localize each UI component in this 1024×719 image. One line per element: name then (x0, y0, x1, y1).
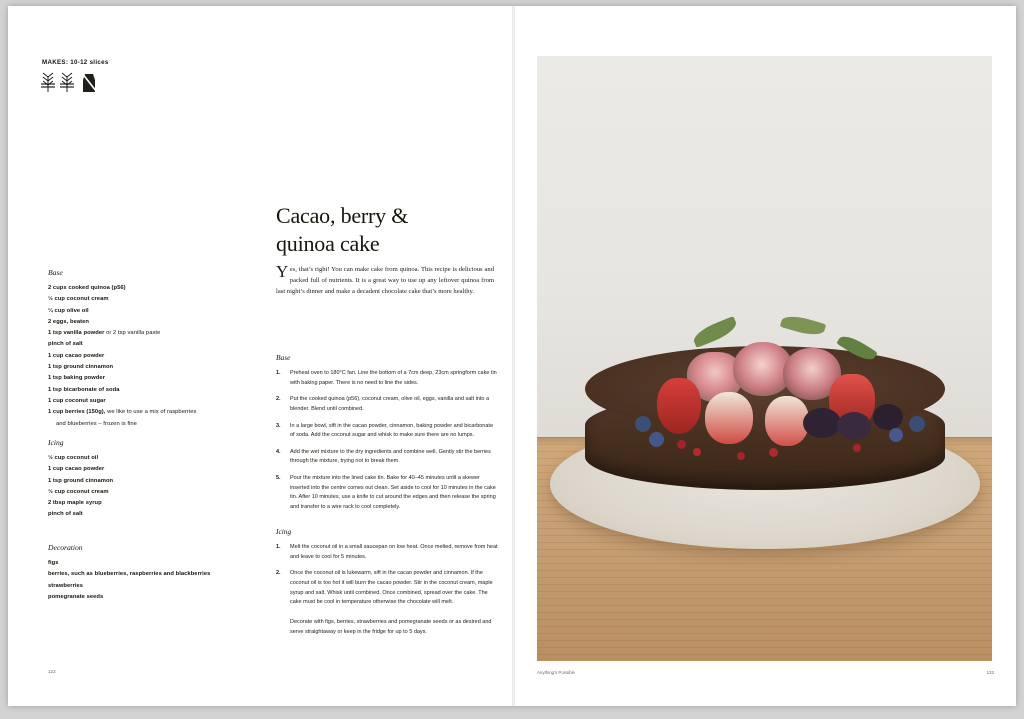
ingredients-decoration-heading: Decoration (48, 543, 83, 552)
list-item: pinch of salt (48, 511, 83, 518)
method-icing-steps (276, 543, 498, 615)
list-item: 2 tbsp maple syrup (48, 500, 102, 507)
list-item: strawberries (48, 582, 84, 589)
makes-label: MAKES: 10-12 slices (42, 59, 109, 66)
list-item: 2 cups cooked quinoa (p56) (48, 285, 126, 291)
recipe-intro (276, 264, 494, 297)
folio-right: 123 (986, 670, 994, 675)
list-item: 1 tsp vanilla powder or 2 tsp vanilla paste (48, 330, 161, 337)
recipe-title-line-1: Cacao, berry & (276, 203, 409, 228)
intro-text: es, that’s right! You can make cake from quinoa. This recipe is delicious and packed full of nutrients. It is a great way to use up any leftover quinoa from last night’s dinner and make a decadent chocolate cake that’s more healthy. (276, 266, 494, 296)
recipe-title-line-2: quinoa cake (276, 231, 380, 257)
list-item: 1 cup cacao powder (48, 352, 105, 359)
wheat-free-icon (39, 68, 109, 94)
list-item: 1 tsp bicarbonate of soda (48, 386, 120, 393)
list-item: ½ cup coconut oil (48, 455, 99, 461)
ingredients-icing (48, 438, 248, 521)
closing-note: Decorate with figs, berries, strawberries and pomegranate seeds or as desired and serve straightaway or keep in the fridge for up to 5 days. (290, 619, 492, 635)
ingredients-decoration (48, 543, 248, 603)
dietary-icons (39, 68, 109, 94)
ingredients-icing-heading: Icing (48, 438, 64, 447)
list-item: 1 cup berries (150g), we like to use a mix of raspberries (48, 409, 197, 416)
ingredients-decoration-list (48, 558, 248, 603)
ingredients-base (48, 268, 248, 430)
folio-left: 122 (48, 669, 56, 674)
list-item: pinch of salt (48, 341, 83, 348)
list-item: 1. Melt the coconut oil in a small saucepan on low heat. Once melted, remove from heat and leave to cool for 5 minutes. (276, 544, 498, 560)
list-item: 2 eggs, beaten (48, 318, 89, 325)
list-item: 1 cup cacao powder (48, 466, 105, 473)
list-item: 2. Put the cooked quinoa (p56), coconut cream, olive oil, eggs, vanilla and salt into a blender. Blend until combined. (276, 396, 490, 412)
intro-dropcap: Y (276, 262, 289, 281)
method-base-steps (276, 369, 498, 520)
list-item: 1 cup coconut sugar (48, 397, 106, 404)
list-item: pomegranate seeds (48, 593, 104, 600)
photo-caption: Anything’s Possible (537, 670, 575, 675)
list-item: 1 tsp ground cinnamon (48, 364, 114, 371)
method-icing-heading: Icing (276, 527, 292, 536)
method-base-heading: Base (276, 353, 291, 362)
list-item: 5. Pour the mixture into the lined cake tin. Bake for 40–45 minutes until a skewer inserted into the centre comes out clean. Set aside to cool for 10 minutes in the cake tin. After 10 minutes, use a knife to cut around the edges and then release the spring and transfer to a wire rack to cool completely. (276, 475, 496, 510)
list-item: 1 tsp baking powder (48, 375, 105, 382)
list-item: figs (48, 560, 59, 566)
list-item: 4. Add the wet mixture to the dry ingredients and combine well. Gently stir the berries through the mixture, trying not to break them. (276, 448, 491, 465)
list-item: berries, such as blueberries, raspberries and blackberries (48, 571, 211, 578)
list-item: 3. In a large bowl, sift in the cacao powder, cinnamon, baking powder and bicarbonate of soda. Add the coconut sugar and whisk to make sure there are no lumps. (276, 422, 494, 439)
left-page (8, 6, 512, 706)
list-item: ½ cup coconut cream (48, 296, 109, 303)
recipe-photo (537, 56, 992, 661)
list-item: ¼ cup olive oil (48, 307, 89, 314)
page-title (276, 202, 506, 258)
ingredients-icing-list (48, 453, 248, 521)
right-page (515, 6, 1016, 706)
list-item: ½ cup coconut cream (48, 488, 109, 495)
ingredients-base-heading: Base (48, 268, 63, 277)
list-item: 1. Preheat oven to 180°C fan. Line the bottom of a 7cm deep, 23cm springform cake tin with baking paper. There is no need to line the sides. (276, 370, 497, 386)
list-item: 2. Once the coconut oil is lukewarm, sift in the cacao powder and cinnamon. If the coconut oil is too hot it will burn the cacao powder. Stir in the coconut cream, maple syrup and salt. Whisk until combined. Once combined, spread over the cake. The cake must be cool in temperature otherwise the chocolate will melt. (276, 570, 493, 606)
ingredients-base-list (48, 283, 248, 430)
dairy-free-icon (82, 73, 96, 92)
list-item: and blueberries – frozen is fine (56, 420, 137, 427)
list-item: 1 tsp ground cinnamon (48, 477, 114, 484)
